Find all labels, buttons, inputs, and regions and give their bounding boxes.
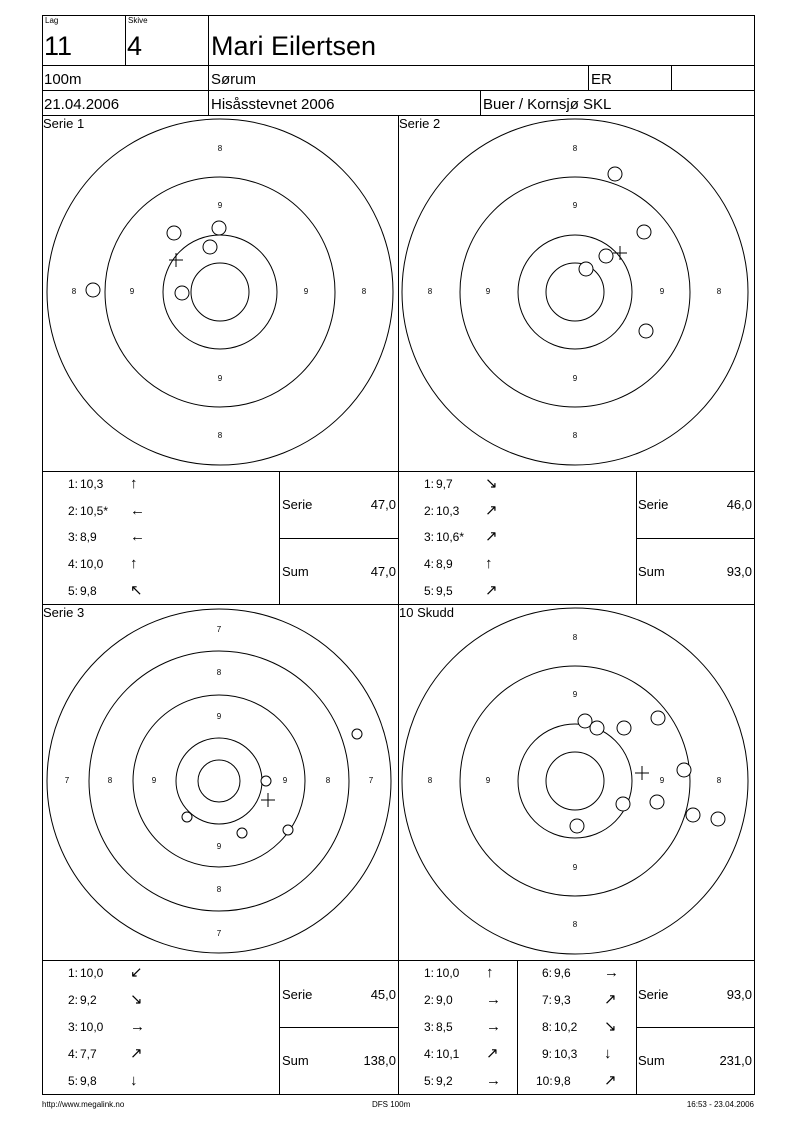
direction-arrow-icon: ↗ xyxy=(485,502,498,519)
shot-hole xyxy=(237,828,247,838)
target-serie-1 xyxy=(42,115,398,471)
shot-value: 9,7 xyxy=(436,477,453,491)
ring-label: 7 xyxy=(64,776,70,786)
ring-label: 7 xyxy=(216,929,222,939)
target-10-skudd xyxy=(398,604,754,960)
shot-hole xyxy=(639,324,653,338)
shot-hole xyxy=(608,167,622,181)
shot-number: 1: xyxy=(68,966,79,980)
ring-label: 9 xyxy=(217,201,223,211)
shot-hole xyxy=(599,249,613,263)
lag-value: 11 xyxy=(44,31,73,61)
ring-label: 7 xyxy=(216,625,222,635)
direction-arrow-icon: ↗ xyxy=(604,1072,617,1089)
direction-arrow-icon: ↙ xyxy=(130,964,143,981)
panel-title-serie-2: Serie 2 xyxy=(399,116,441,131)
shot-number: 4: xyxy=(68,557,79,571)
footer-timestamp: 16:53 - 23.04.2006 xyxy=(686,1100,754,1109)
sum-value: 138,0 xyxy=(363,1053,396,1068)
sum-value: 231,0 xyxy=(719,1053,752,1068)
shot-value: 7,7 xyxy=(80,1047,97,1061)
shot-value: 10,2 xyxy=(554,1020,578,1034)
serie-value: 93,0 xyxy=(726,987,752,1002)
shot-number: 5: xyxy=(68,584,79,598)
shot-value: 9,2 xyxy=(80,993,97,1007)
shot-number: 3: xyxy=(68,1020,79,1034)
ring-label: 9 xyxy=(303,287,309,297)
direction-arrow-icon: → xyxy=(130,1018,145,1035)
direction-arrow-icon: ↓ xyxy=(604,1045,612,1062)
ring-label: 9 xyxy=(485,776,491,786)
shot-number: 7: xyxy=(542,993,553,1007)
footer-link[interactable]: http://www.megalink.no xyxy=(42,1100,125,1109)
shot-number: 2: xyxy=(424,993,435,1007)
shot-hole xyxy=(650,795,664,809)
shot-number: 3: xyxy=(424,530,435,544)
direction-arrow-icon: ↓ xyxy=(130,1072,138,1089)
ring-label: 9 xyxy=(572,863,578,873)
shot-number: 2: xyxy=(68,504,79,518)
shot-value: 10,3 xyxy=(554,1047,578,1061)
shot-number: 2: xyxy=(424,504,435,518)
direction-arrow-icon: → xyxy=(604,964,619,981)
direction-arrow-icon: ↘ xyxy=(604,1018,617,1035)
ring-label: 9 xyxy=(659,287,665,297)
ring-label: 9 xyxy=(572,201,578,211)
shooter-name: Mari Eilertsen xyxy=(211,31,377,61)
shot-value: 10,1 xyxy=(436,1047,460,1061)
date: 21.04.2006 xyxy=(44,96,120,113)
ring-label: 8 xyxy=(325,776,331,786)
shot-hole xyxy=(579,262,593,276)
ring-label: 8 xyxy=(216,885,222,895)
shot-value: 10,3 xyxy=(436,504,460,518)
ring-label: 9 xyxy=(151,776,157,786)
ring-label: 9 xyxy=(659,776,665,786)
ring-label: 9 xyxy=(217,374,223,384)
direction-arrow-icon: ← xyxy=(130,502,145,519)
shot-value: 9,8 xyxy=(80,584,97,598)
skive-label: Skive xyxy=(128,16,148,25)
lag-label: Lag xyxy=(45,16,59,25)
direction-arrow-icon: ↖ xyxy=(130,582,143,599)
ring-label: 8 xyxy=(572,144,578,154)
mean-point-cross xyxy=(613,246,627,260)
shot-value: 9,5 xyxy=(436,584,453,598)
ring-label: 8 xyxy=(572,920,578,930)
ring-label: 8 xyxy=(216,668,222,678)
direction-arrow-icon: ↗ xyxy=(486,1045,499,1062)
shot-number: 10: xyxy=(536,1074,553,1088)
direction-arrow-icon: ↑ xyxy=(130,555,138,572)
shot-hole xyxy=(182,812,192,822)
shot-value: 10,3 xyxy=(80,477,104,491)
shot-value: 10,5* xyxy=(80,504,109,518)
shot-hole xyxy=(616,797,630,811)
shot-hole xyxy=(167,226,181,240)
direction-arrow-icon: ↑ xyxy=(486,964,494,981)
mean-point-cross xyxy=(169,253,183,267)
panel-title-serie-3: Serie 3 xyxy=(43,605,85,620)
direction-arrow-icon: ↘ xyxy=(485,475,498,492)
shot-hole xyxy=(352,729,362,739)
shot-value: 9,2 xyxy=(436,1074,453,1088)
direction-arrow-icon: → xyxy=(486,991,501,1008)
shot-number: 4: xyxy=(68,1047,79,1061)
shot-hole xyxy=(261,776,271,786)
shot-hole xyxy=(677,763,691,777)
shot-hole xyxy=(212,221,226,235)
shot-value: 9,8 xyxy=(80,1074,97,1088)
shot-value: 10,0 xyxy=(80,557,104,571)
shot-number: 1: xyxy=(424,477,435,491)
shot-hole xyxy=(570,819,584,833)
shot-value: 10,0 xyxy=(436,966,460,980)
ring-label: 7 xyxy=(368,776,374,786)
panel-title-serie-1: Serie 1 xyxy=(43,116,85,131)
shot-hole xyxy=(711,812,725,826)
shot-number: 1: xyxy=(68,477,79,491)
club: Sørum xyxy=(211,71,256,88)
direction-arrow-icon: → xyxy=(486,1018,501,1035)
shot-value: 8,9 xyxy=(80,530,97,544)
shot-hole xyxy=(651,711,665,725)
sum-label: Sum xyxy=(282,1053,309,1068)
shot-number: 9: xyxy=(542,1047,553,1061)
ring-label: 9 xyxy=(572,690,578,700)
target-serie-2 xyxy=(398,115,754,471)
ring-label: 8 xyxy=(217,144,223,154)
shot-value: 8,9 xyxy=(436,557,453,571)
footer-center: DFS 100m xyxy=(372,1100,411,1109)
ring-label: 8 xyxy=(107,776,113,786)
shot-number: 5: xyxy=(424,584,435,598)
shot-hole xyxy=(86,283,100,297)
ring-label: 9 xyxy=(282,776,288,786)
direction-arrow-icon: ↘ xyxy=(130,991,143,1008)
serie-value: 45,0 xyxy=(370,987,396,1002)
class: ER xyxy=(591,71,612,88)
shot-hole xyxy=(637,225,651,239)
sum-label: Sum xyxy=(638,564,665,579)
ring-label: 8 xyxy=(71,287,77,297)
shot-hole xyxy=(175,286,189,300)
direction-arrow-icon: ↗ xyxy=(485,582,498,599)
mean-point-cross xyxy=(635,766,649,780)
direction-arrow-icon: ↗ xyxy=(604,991,617,1008)
shot-number: 5: xyxy=(424,1074,435,1088)
ring-label: 9 xyxy=(216,842,222,852)
sum-value: 93,0 xyxy=(726,564,752,579)
ring-label: 8 xyxy=(427,776,433,786)
shot-number: 3: xyxy=(424,1020,435,1034)
shot-value: 9,6 xyxy=(554,966,571,980)
direction-arrow-icon: → xyxy=(486,1072,501,1089)
shot-value: 10,0 xyxy=(80,966,104,980)
shot-value: 9,0 xyxy=(436,993,453,1007)
shot-value: 10,6* xyxy=(436,530,465,544)
target-serie-3 xyxy=(42,604,398,960)
serie-label: Serie xyxy=(282,987,313,1002)
event-name: Hisåsstevnet 2006 xyxy=(211,96,335,113)
serie-label: Serie xyxy=(638,497,669,512)
ring-label: 8 xyxy=(361,287,367,297)
shot-hole xyxy=(617,721,631,735)
ring-label: 8 xyxy=(217,431,223,441)
shot-number: 8: xyxy=(542,1020,553,1034)
ring-label: 8 xyxy=(572,633,578,643)
ring-label: 9 xyxy=(216,712,222,722)
serie-value: 47,0 xyxy=(370,497,396,512)
direction-arrow-icon: ↗ xyxy=(130,1045,143,1062)
ring-label: 8 xyxy=(572,431,578,441)
location: Buer / Kornsjø SKL xyxy=(483,96,612,113)
ring-label: 8 xyxy=(716,776,722,786)
shot-number: 5: xyxy=(68,1074,79,1088)
shot-hole xyxy=(590,721,604,735)
ring-label: 9 xyxy=(485,287,491,297)
ring-label: 8 xyxy=(427,287,433,297)
shot-hole xyxy=(283,825,293,835)
mean-point-cross xyxy=(261,793,275,807)
shot-value: 9,3 xyxy=(554,993,571,1007)
shot-value: 9,8 xyxy=(554,1074,571,1088)
panel-title-10-skudd: 10 Skudd xyxy=(399,605,454,620)
sum-label: Sum xyxy=(638,1053,665,1068)
shot-number: 4: xyxy=(424,1047,435,1061)
sum-value: 47,0 xyxy=(370,564,396,579)
direction-arrow-icon: ← xyxy=(130,528,145,545)
serie-label: Serie xyxy=(638,987,669,1002)
distance: 100m xyxy=(44,71,82,88)
direction-arrow-icon: ↑ xyxy=(130,475,138,492)
ring-label: 9 xyxy=(129,287,135,297)
direction-arrow-icon: ↗ xyxy=(485,528,498,545)
shot-number: 3: xyxy=(68,530,79,544)
skive-value: 4 xyxy=(127,31,143,61)
shot-value: 10,0 xyxy=(80,1020,104,1034)
sum-label: Sum xyxy=(282,564,309,579)
shot-hole xyxy=(686,808,700,822)
ring-label: 9 xyxy=(572,374,578,384)
shot-number: 4: xyxy=(424,557,435,571)
serie-label: Serie xyxy=(282,497,313,512)
direction-arrow-icon: ↑ xyxy=(485,555,493,572)
serie-value: 46,0 xyxy=(726,497,752,512)
shot-value: 8,5 xyxy=(436,1020,453,1034)
shot-hole xyxy=(203,240,217,254)
shot-number: 6: xyxy=(542,966,553,980)
shot-number: 2: xyxy=(68,993,79,1007)
shot-number: 1: xyxy=(424,966,435,980)
ring-label: 8 xyxy=(716,287,722,297)
